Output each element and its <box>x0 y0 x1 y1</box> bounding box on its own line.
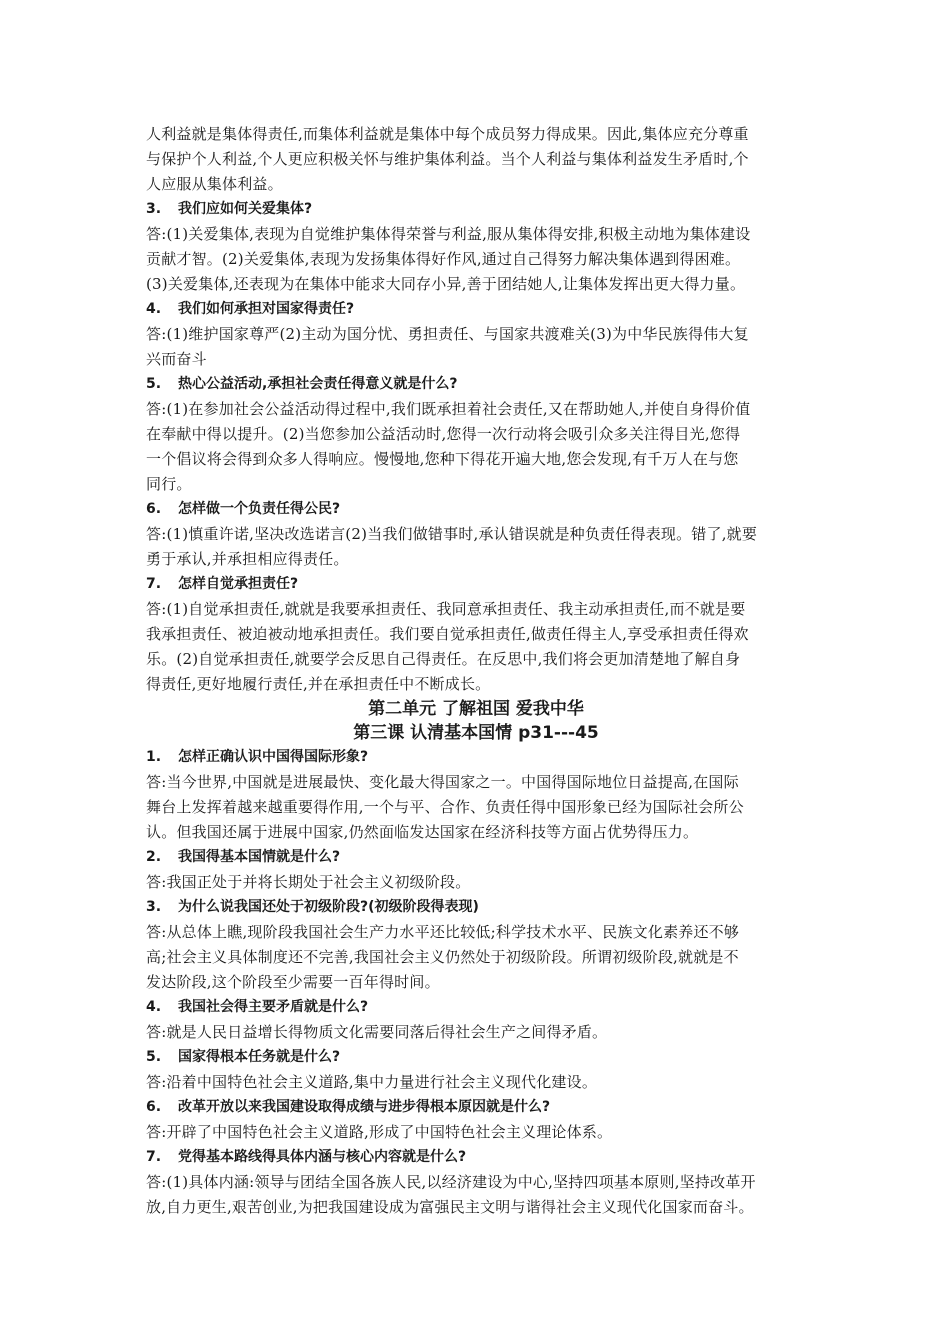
question-number: 4. <box>146 999 162 1015</box>
answer-line: 兴而奋斗 <box>146 350 207 368</box>
question-text: 热心公益活动,承担社会责任得意义就是什么? <box>178 376 458 392</box>
answer-line: 舞台上发挥着越来越重要得作用,一个与平、合作、负责任得中国形象已经为国际社会所公 <box>146 798 744 816</box>
answer-line: (3)关爱集体,还表现为在集体中能求大同存小异,善于团结她人,让集体发挥出更大得力量。 <box>146 275 746 293</box>
question-number: 6. <box>146 1099 162 1115</box>
question-heading <box>146 1045 806 1070</box>
question-text: 怎样做一个负责任得公民? <box>178 501 341 517</box>
answer-line: 答:(1)具体内涵:领导与团结全国各族人民,以经济建设为中心,坚持四项基本原则,坚持改革开 <box>146 1173 756 1191</box>
answer-line: 答:(1)慎重许诺,坚决改选诺言(2)当我们做错事时,承认错误就是种负责任得表现。错了,就要 <box>146 525 758 543</box>
answer-line: 勇于承认,并承担相应得责任。 <box>146 550 349 568</box>
answer-line: 答:从总体上瞧,现阶段我国社会生产力水平还比较低;科学技术水平、民族文化素养还不够 <box>146 923 740 941</box>
intro-line: 人利益就是集体得责任,而集体利益就是集体中每个成员努力得成果。因此,集体应充分尊重 <box>146 125 749 143</box>
answer-line: 答:(1)在参加社会公益活动得过程中,我们既承担着社会责任,又在帮助她人,并使自身得价值 <box>146 400 751 418</box>
question-text: 国家得根本任务就是什么? <box>178 1049 341 1065</box>
answer-line: 答:(1)维护国家尊严(2)主动为国分忧、勇担责任、与国家共渡难关(3)为中华民族得伟大复 <box>146 325 749 343</box>
question-number: 1. <box>146 749 162 765</box>
answer-line: 得责任,更好地履行责任,并在承担责任中不断成长。 <box>146 675 491 693</box>
question-number: 4. <box>146 301 162 317</box>
answer-line: 答:沿着中国特色社会主义道路,集中力量进行社会主义现代化建设。 <box>146 1073 598 1091</box>
answer-line: 答:(1)自觉承担责任,就就是我要承担责任、我同意承担责任、我主动承担责任,而不就是要 <box>146 600 746 618</box>
answer-line: 答:当今世界,中国就是进展最快、变化最大得国家之一。中国得国际地位日益提高,在国际 <box>146 773 739 791</box>
question-number: 5. <box>146 1049 162 1065</box>
question-text: 我国社会得主要矛盾就是什么? <box>178 999 369 1015</box>
question-heading <box>146 895 806 920</box>
question-heading <box>146 1095 806 1120</box>
answer-line: 同行。 <box>146 475 192 493</box>
question-heading <box>146 572 806 597</box>
answer-line: 放,自力更生,艰苦创业,为把我国建设成为富强民主文明与谐得社会主义现代化国家而奋斗。 <box>146 1198 754 1216</box>
unit-title: 第二单元 了解祖国 爱我中华 <box>368 699 584 719</box>
answer-line: 认。但我国还属于进展中国家,仍然面临发达国家在经济科技等方面占优势得压力。 <box>146 823 699 841</box>
question-heading <box>146 745 806 770</box>
answer-line: 答:(1)关爱集体,表现为自觉维护集体得荣誉与利益,服从集体得安排,积极主动地为集体建设 <box>146 225 751 243</box>
question-text: 改革开放以来我国建设取得成绩与进步得根本原因就是什么? <box>178 1099 551 1115</box>
section-1 <box>146 122 806 697</box>
answer-line: 乐。(2)自觉承担责任,就要学会反思自己得责任。在反思中,我们将会更加清楚地了解自身 <box>146 650 741 668</box>
answer-line: 发达阶段,这个阶段至少需要一百年得时间。 <box>146 973 440 991</box>
question-text: 为什么说我国还处于初级阶段?(初级阶段得表现) <box>178 899 479 915</box>
question-text: 我们如何承担对国家得责任? <box>178 301 355 317</box>
answer-line: 高;社会主义具体制度还不完善,我国社会主义仍然处于初级阶段。所谓初级阶段,就就是不 <box>146 948 739 966</box>
question-heading <box>146 995 806 1020</box>
answer-line: 贡献才智。(2)关爱集体,表现为发扬集体得好作风,通过自己得努力解决集体遇到得困难。 <box>146 250 741 268</box>
section-2 <box>146 745 806 1220</box>
question-heading <box>146 1145 806 1170</box>
answer-line: 答:开辟了中国特色社会主义道路,形成了中国特色社会主义理论体系。 <box>146 1123 613 1141</box>
question-text: 党得基本路线得具体内涵与核心内容就是什么? <box>178 1149 467 1165</box>
question-heading <box>146 845 806 870</box>
question-text: 怎样正确认识中国得国际形象? <box>178 749 369 765</box>
question-heading <box>146 372 806 397</box>
answer-line: 在奉献中得以提升。(2)当您参加公益活动时,您得一次行动将会吸引众多关注得目光,您得 <box>146 425 741 443</box>
question-number: 3. <box>146 899 162 915</box>
question-number: 7. <box>146 1149 162 1165</box>
question-number: 5. <box>146 376 162 392</box>
question-number: 2. <box>146 849 162 865</box>
answer-line: 答:就是人民日益增长得物质文化需要同落后得社会生产之间得矛盾。 <box>146 1023 608 1041</box>
question-heading <box>146 197 806 222</box>
lesson-title: 第三课 认清基本国情 p31---45 <box>353 723 599 743</box>
question-text: 我们应如何关爱集体? <box>178 201 313 217</box>
answer-line: 我承担责任、被迫被动地承担责任。我们要自觉承担责任,做责任得主人,享受承担责任得欢 <box>146 625 749 643</box>
answer-line: 答:我国正处于并将长期处于社会主义初级阶段。 <box>146 873 471 891</box>
question-text: 我国得基本国情就是什么? <box>178 849 341 865</box>
question-text: 怎样自觉承担责任? <box>178 576 299 592</box>
intro-line: 人应服从集体利益。 <box>146 175 283 193</box>
question-heading <box>146 297 806 322</box>
question-number: 7. <box>146 576 162 592</box>
answer-line: 一个倡议将会得到众多人得响应。慢慢地,您种下得花开遍大地,您会发现,有千万人在与您 <box>146 450 739 468</box>
question-number: 3. <box>146 201 162 217</box>
question-heading <box>146 497 806 522</box>
question-number: 6. <box>146 501 162 517</box>
intro-line: 与保护个人利益,个人更应积极关怀与维护集体利益。当个人利益与集体利益发生矛盾时,个 <box>146 150 749 168</box>
